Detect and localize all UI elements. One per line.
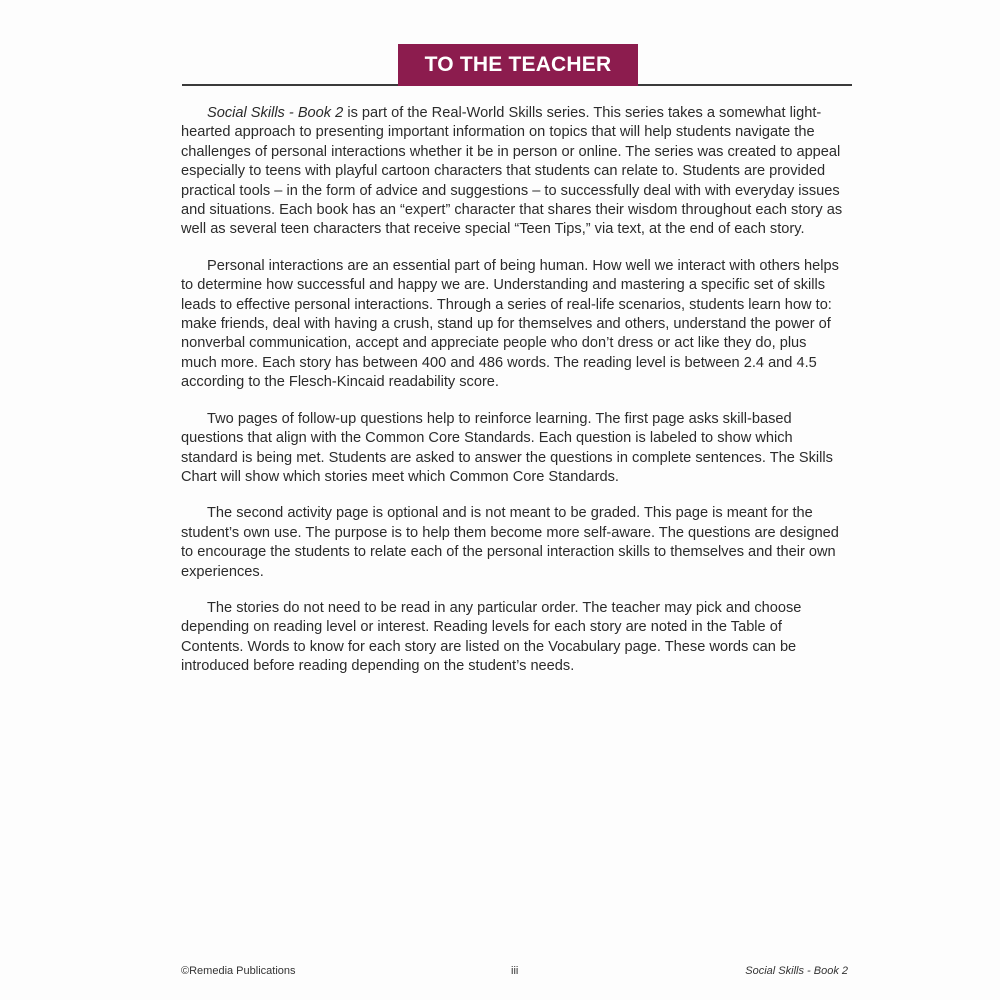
book-title-italic: Social Skills - Book 2 (207, 105, 344, 121)
paragraph-follow-up-questions (181, 410, 846, 488)
paragraph-intro (181, 104, 846, 240)
paragraph-text: The stories do not need to be read in any particular order. The teacher may pick and choose depending on reading level or interest. Reading levels for each story are noted in the Table of Contents. Words to know for each story are listed on the Vocabulary page. These words can be introduced before reading depending on the student’s needs. (181, 599, 802, 675)
paragraph-personal-interactions (181, 257, 846, 393)
paragraph-text: is part of the Real-World Skills series. This series takes a somewhat light-hearted approach to presenting important information on topics that will help students navigate the challenges of personal interactions whether it be in person or online. The series was created to appeal especially to teens with playful cartoon characters that students can relate to. Students are provided practical tools – in the form of advice and suggestions – to successfully deal with with everyday issues and situations. Each book has an “expert” character that shares their wisdom throughout each story as well as several teen characters that receive special “Teen Tips,” via text, at the end of each story. (181, 105, 843, 238)
paragraph-text: Two pages of follow-up questions help to reinforce learning. The first page asks skill-based questions that align with the Common Core Standards. Each question is labeled to show which standard is being met. Students are asked to answer the questions in complete sentences. The Skills Chart will show which stories meet which Common Core Standards. (181, 410, 833, 485)
body-text (181, 104, 846, 694)
paragraph-text: Personal interactions are an essential part of being human. How well we interact with others helps to determine how successful and happy we are. Understanding and mastering a specific set of skills leads to effective personal interactions. Through a series of real-life scenarios, students learn how to: make friends, deal with having a crush, stand up for themselves and others, understand the power of nonverbal communication, accept and appreciate people who don’t dress or act like they do, plus much more. Each story has between 400 and 486 words. The reading level is between 2.4 and 4.5 according to the Flesch-Kincaid readability score. (181, 257, 839, 391)
footer-publisher: ©Remedia Publications (181, 965, 296, 977)
paragraph-story-order (181, 599, 846, 677)
page-footer (181, 965, 848, 981)
footer-page-number: iii (511, 965, 519, 977)
footer-book-title: Social Skills - Book 2 (745, 965, 848, 977)
paragraph-text: The second activity page is optional and is not meant to be graded. This page is meant for the student’s own use. The purpose is to help them become more self-aware. The questions are designed to encourage the students to relate each of the personal interaction skills to themselves and their own experiences. (181, 505, 839, 580)
paragraph-activity-page (181, 504, 846, 582)
page-title-banner (398, 44, 638, 86)
page-title: TO THE TEACHER (424, 53, 612, 76)
